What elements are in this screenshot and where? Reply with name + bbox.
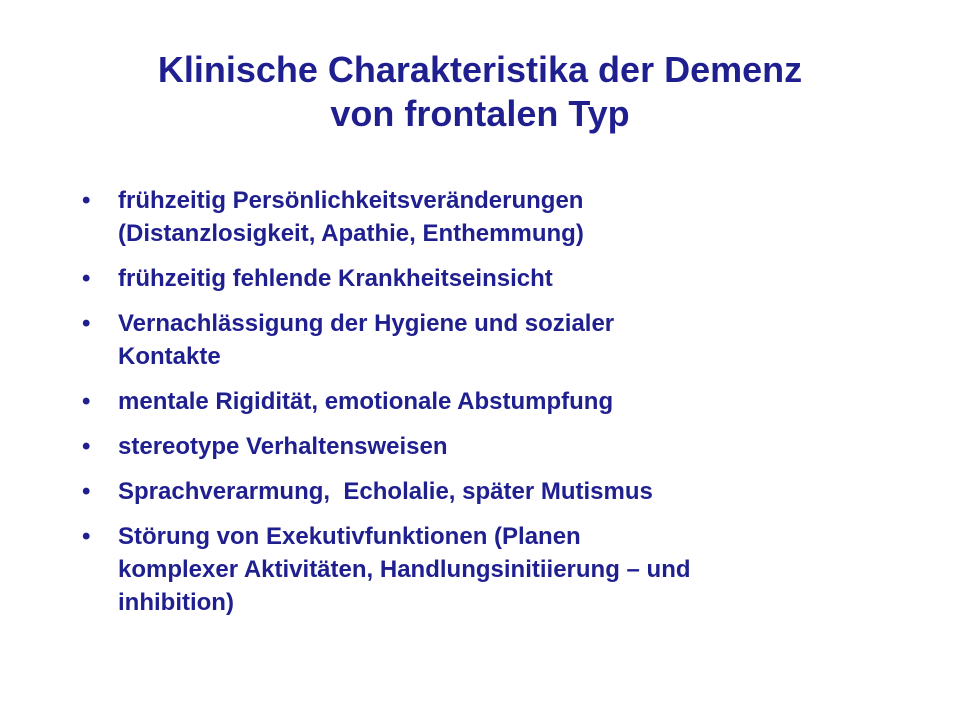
bullet-item	[82, 430, 902, 463]
bullet-icon: •	[82, 187, 91, 214]
bullet-item	[82, 184, 902, 250]
bullet-text-line: Sprachverarmung, Echolalie, später Mutismus	[118, 478, 653, 505]
bullet-icon: •	[82, 523, 91, 550]
bullet-text-line: (Distanzlosigkeit, Apathie, Enthemmung)	[118, 220, 584, 247]
bullet-text-line: stereotype Verhaltensweisen	[118, 433, 448, 460]
bullet-item	[82, 307, 902, 373]
bullet-list	[82, 184, 902, 631]
bullet-item	[82, 520, 902, 619]
bullet-icon: •	[82, 433, 91, 460]
bullet-icon: •	[82, 310, 91, 337]
bullet-icon: •	[82, 388, 91, 415]
bullet-text-line: inhibition)	[118, 589, 234, 616]
bullet-text-line: mentale Rigidität, emotionale Abstumpfung	[118, 388, 614, 415]
bullet-text-line: Kontakte	[118, 343, 221, 370]
bullet-item	[82, 262, 902, 295]
slide-title-line: von frontalen Typ	[330, 93, 630, 134]
bullet-text-line: Störung von Exekutivfunktionen (Planen	[118, 523, 581, 550]
bullet-icon: •	[82, 265, 91, 292]
bullet-text-line: frühzeitig fehlende Krankheitseinsicht	[118, 265, 553, 292]
bullet-text-line: Vernachlässigung der Hygiene und sozialer	[118, 310, 615, 337]
bullet-item	[82, 475, 902, 508]
slide-title-line: Klinische Charakteristika der Demenz	[157, 49, 803, 90]
bullet-item	[82, 385, 902, 418]
bullet-icon: •	[82, 478, 91, 505]
bullet-text-line: komplexer Aktivitäten, Handlungsinitiierung – und	[118, 556, 691, 583]
slide-title	[40, 48, 920, 136]
bullet-text-line: frühzeitig Persönlichkeitsveränderungen	[118, 187, 584, 214]
